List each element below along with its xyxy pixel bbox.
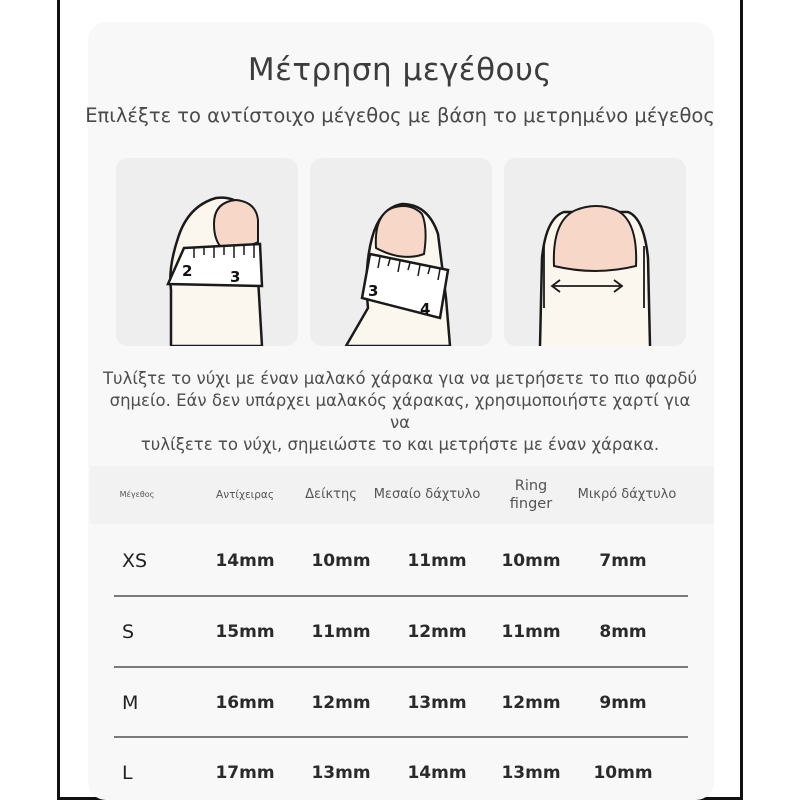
- finger-measure-drawing: [310, 158, 492, 346]
- ruler-label: 3: [230, 268, 241, 286]
- middle-cell: 11mm: [407, 551, 467, 571]
- illustration-finger-measure: [310, 158, 492, 346]
- header-middle: Μεσαίο δάχτυλο: [373, 487, 481, 502]
- page-subtitle: Επιλέξτε το αντίστοιχο μέγεθος με βάση το μετρημένο μέγεθος: [85, 104, 715, 127]
- thumb-cell: 15mm: [215, 622, 275, 642]
- measurement-instructions: [100, 368, 700, 456]
- index-cell: 10mm: [311, 551, 371, 571]
- illustration-nail-width: [504, 158, 686, 346]
- table-row: [114, 738, 688, 808]
- header-thumb: Αντίχειρας: [216, 489, 274, 501]
- index-cell: 11mm: [311, 622, 371, 642]
- thumb-cell: 14mm: [215, 551, 275, 571]
- size-table-header: [90, 466, 714, 524]
- thumb-measure-drawing: [116, 158, 298, 346]
- size-cell: S: [122, 621, 135, 643]
- page-title: Μέτρηση μεγέθους: [247, 52, 553, 88]
- ring-cell: 12mm: [501, 693, 561, 713]
- thumb-cell: 17mm: [215, 763, 275, 783]
- pinky-cell: 8mm: [599, 622, 647, 642]
- index-cell: 12mm: [311, 693, 371, 713]
- table-row: [114, 526, 688, 596]
- header-index: Δείκτης: [305, 487, 357, 502]
- thumb-cell: 16mm: [215, 693, 275, 713]
- illustration-thumb-measure: [116, 158, 298, 346]
- table-row: [114, 668, 688, 738]
- table-row: [114, 597, 688, 667]
- size-cell: M: [122, 692, 139, 714]
- pinky-cell: 10mm: [593, 763, 653, 783]
- header-pinky: Μικρό δάχτυλο: [577, 487, 677, 502]
- instruction-line: τυλίξετε το νύχι, σημειώστε το και μετρήστε με έναν χάρακα.: [140, 435, 660, 454]
- instruction-line: σημείο. Εάν δεν υπάρχει μαλακός χάρακας, χρησιμοποιήστε χαρτί για να: [109, 391, 691, 432]
- index-cell: 13mm: [311, 763, 371, 783]
- middle-cell: 14mm: [407, 763, 467, 783]
- size-cell: XS: [122, 550, 148, 572]
- ring-cell: 11mm: [501, 622, 561, 642]
- size-cell: L: [122, 762, 133, 784]
- header-ring: Ring finger: [509, 478, 553, 512]
- middle-cell: 13mm: [407, 693, 467, 713]
- ring-cell: 10mm: [501, 551, 561, 571]
- ring-cell: 13mm: [501, 763, 561, 783]
- pinky-cell: 7mm: [599, 551, 647, 571]
- ruler-label: 2: [182, 262, 193, 280]
- instruction-line: Τυλίξτε το νύχι με έναν μαλακό χάρακα για να μετρήσετε το πιο φαρδύ: [102, 369, 698, 388]
- middle-cell: 12mm: [407, 622, 467, 642]
- header-size: Μέγεθος: [119, 490, 155, 499]
- ruler-label: 3: [368, 282, 379, 300]
- nail-width-drawing: [504, 158, 686, 346]
- pinky-cell: 9mm: [599, 693, 647, 713]
- ruler-label: 4: [420, 300, 431, 318]
